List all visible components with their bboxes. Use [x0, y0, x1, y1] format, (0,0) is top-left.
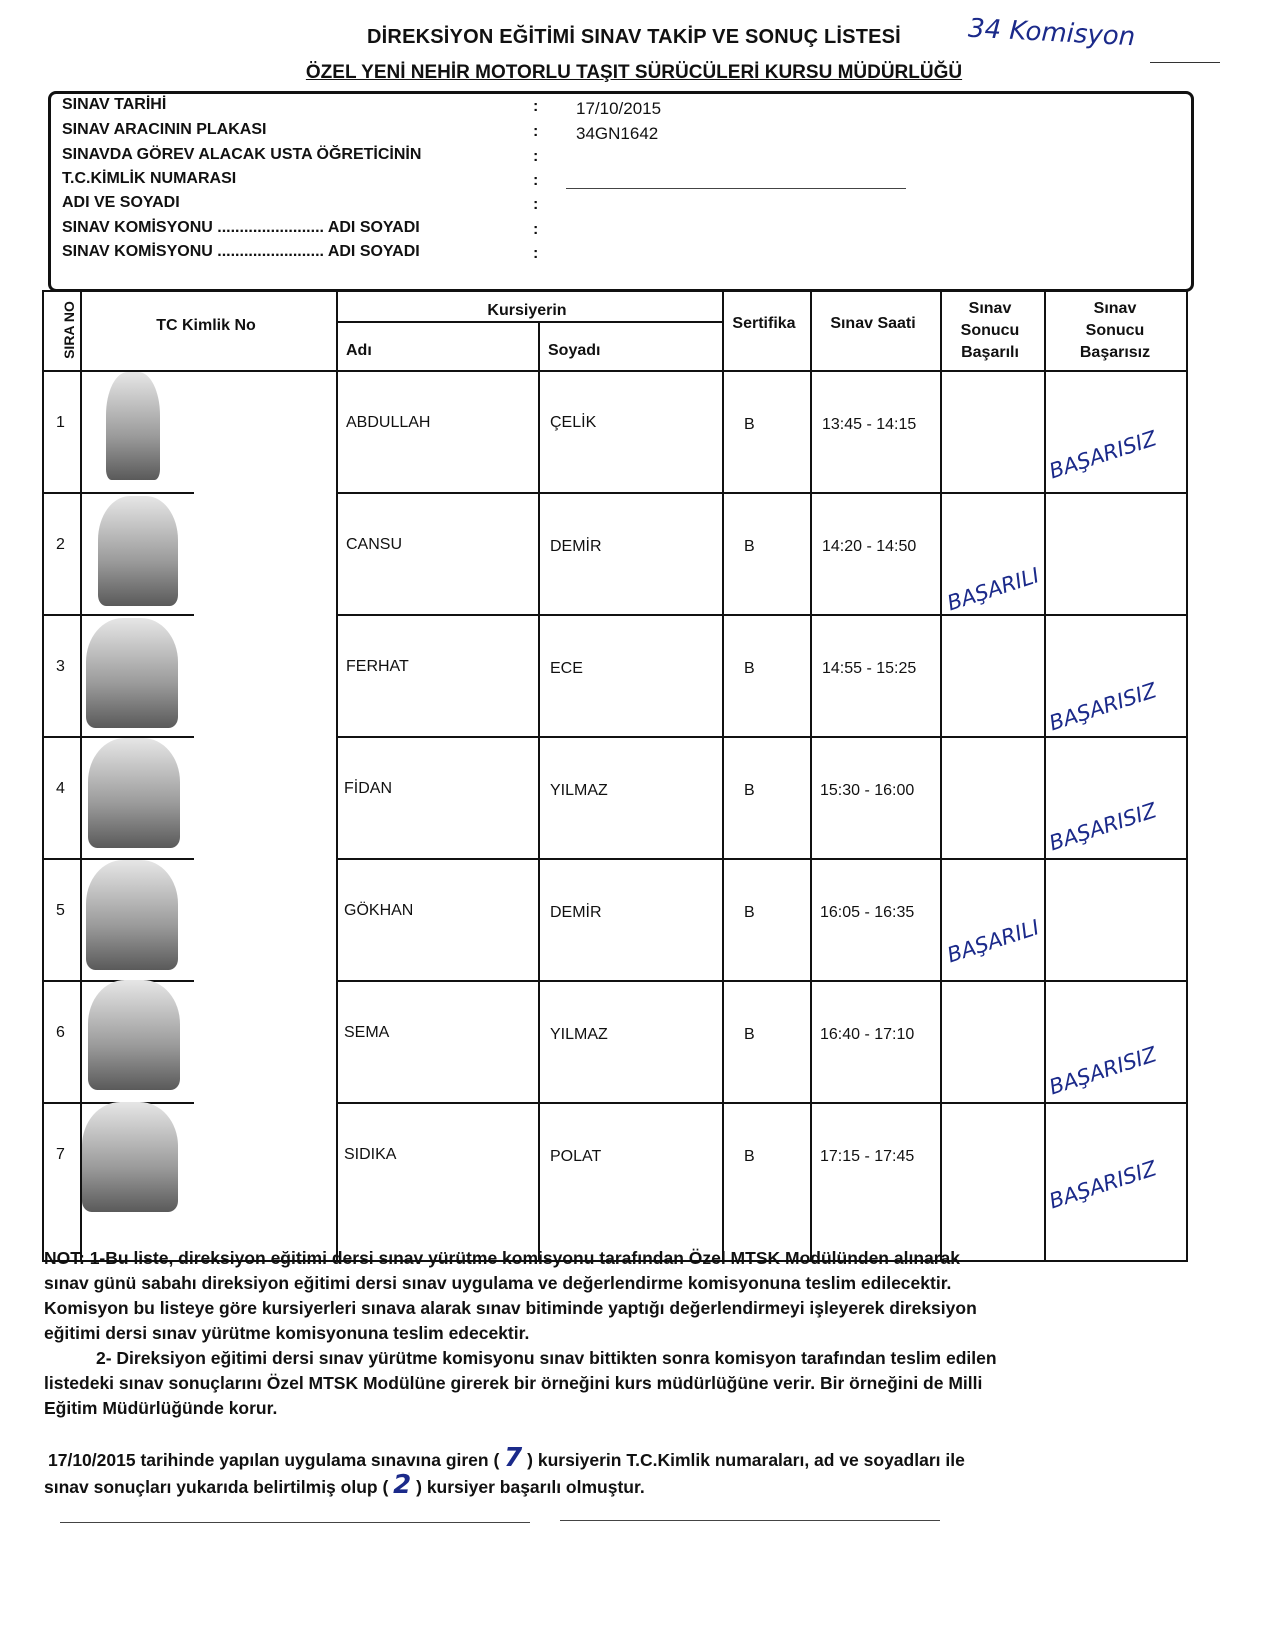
document-title: DİREKSİYON EĞİTİMİ SINAV TAKİP VE SONUÇ LİSTESİ [367, 26, 901, 48]
cell-soyadi: YILMAZ [550, 1026, 608, 1043]
row-number: 5 [56, 902, 65, 919]
info-colon: : [533, 172, 539, 189]
cell-sertifika: B [744, 904, 755, 921]
info-colon: : [533, 196, 539, 213]
note-line: NOT: 1-Bu liste, direksiyon eğitimi dersi sınav yürütme komisyonu tarafından Özel MTSK Modülünden alınarak [44, 1248, 961, 1268]
handwritten-total-count: 7 [504, 1443, 523, 1473]
cell-sinav-saati: 14:55 - 15:25 [822, 660, 917, 677]
row-divider-photo [44, 614, 194, 616]
cell-sertifika: B [744, 660, 755, 677]
header-sira-no: SIRA NO [61, 301, 77, 359]
cell-adi: SEMA [344, 1024, 390, 1041]
cell-sinav-saati: 13:45 - 14:15 [822, 416, 917, 433]
cell-adi: FERHAT [346, 658, 409, 675]
col-divider [810, 292, 812, 1260]
result-basarisiz: BAŞARISIZ [1046, 798, 1160, 856]
cell-soyadi: POLAT [550, 1148, 602, 1165]
student-photo [86, 618, 178, 728]
info-label-exam-date: SINAV TARİHİ [62, 96, 167, 113]
row-number: 6 [56, 1024, 65, 1041]
student-photo [98, 496, 178, 606]
exam-results-table [42, 290, 1188, 1262]
header-bottom-line [44, 370, 1186, 372]
header-sonuc-basarisiz: Sınav Sonucu Başarısız [1079, 300, 1151, 361]
info-value-plate: 34GN1642 [576, 124, 659, 143]
cell-sinav-saati: 16:40 - 17:10 [820, 1026, 915, 1043]
summary-line-1: 17/10/2015 tarihinde yapılan uygulama sınavına giren ( 7 ) kursiyerin T.C.Kimlik numaraları, ad ve soyadları ile [48, 1443, 965, 1473]
signature-line [60, 1522, 530, 1523]
signature-line [560, 1520, 940, 1521]
cell-adi: SIDIKA [344, 1146, 397, 1163]
col-divider [722, 292, 724, 1260]
cell-sinav-saati: 14:20 - 14:50 [822, 538, 917, 555]
info-label-commission-1: SINAV KOMİSYONU ........................ ADI SOYADI [62, 219, 420, 236]
result-basarisiz: BAŞARISIZ [1046, 678, 1160, 736]
row-number: 2 [56, 536, 65, 553]
note-line: listedeki sınav sonuçlarını Özel MTSK Modülüne girerek bir örneğini kurs müdürlüğüne verir. Bir örneğini de Milli [44, 1373, 983, 1393]
student-photo [106, 372, 160, 480]
note-line: Eğitim Müdürlüğünde korur. [44, 1398, 278, 1418]
row-divider [336, 858, 1186, 860]
note-line: Komisyon bu listeye göre kursiyerleri sınava alarak sınav bitiminde yaptığı değerlendirmeyi işleyerek direksiyon [44, 1298, 977, 1318]
student-photo [88, 980, 180, 1090]
info-colon: : [533, 245, 539, 262]
info-colon: : [533, 98, 539, 115]
header-soyadi: Soyadı [548, 342, 601, 359]
cell-sinav-saati: 17:15 - 17:45 [820, 1148, 915, 1165]
col-divider [538, 321, 540, 1260]
header-tc-kimlik: TC Kimlik No [156, 317, 256, 334]
row-divider [336, 736, 1186, 738]
col-divider [940, 292, 942, 1260]
note-line: sınav günü sabahı direksiyon eğitimi dersi sınav uygulama ve değerlendirme komisyonuna teslim edilecektir. [44, 1273, 952, 1293]
row-number: 7 [56, 1146, 65, 1163]
info-value-exam-date: 17/10/2015 [576, 99, 662, 118]
cell-sinav-saati: 16:05 - 16:35 [820, 904, 915, 921]
header-kursiyerin: Kursiyerin [487, 302, 567, 319]
document-subtitle: ÖZEL YENİ NEHİR MOTORLU TAŞIT SÜRÜCÜLERİ KURSU MÜDÜRLÜĞÜ [305, 62, 963, 83]
info-colon: : [533, 221, 539, 238]
row-divider [336, 1102, 1186, 1104]
summary-line-2: sınav sonuçları yukarıda belirtilmiş olup ( 2 ) kursiyer başarılı olmuştur. [44, 1470, 645, 1500]
row-divider [336, 614, 1186, 616]
header-subdivider [336, 321, 722, 323]
cell-adi: CANSU [346, 536, 403, 553]
row-number: 1 [56, 414, 65, 431]
header-adi: Adı [346, 342, 372, 359]
cell-soyadi: ÇELİK [550, 414, 597, 431]
handwritten-commission-note: 34 Komisyon [967, 13, 1136, 53]
cell-soyadi: DEMİR [550, 538, 602, 555]
signature-line [566, 188, 906, 189]
row-divider [336, 980, 1186, 982]
header-sonuc-basarili: Sınav Sonucu Başarılı [960, 300, 1020, 361]
result-basarisiz: BAŞARISIZ [1046, 426, 1160, 484]
note-line: eğitimi dersi sınav yürütme komisyonuna teslim edecektir. [44, 1323, 530, 1343]
info-label-instructor: SINAVDA GÖREV ALACAK USTA ÖĞRETİCİNİN [62, 146, 422, 163]
cell-adi: ABDULLAH [346, 414, 431, 431]
cell-sertifika: B [744, 782, 755, 799]
cell-sertifika: B [744, 1148, 755, 1165]
note-line: 2- Direksiyon eğitimi dersi sınav yürütme komisyonu sınav bittikten sonra komisyon tarafından teslim edilen [96, 1348, 997, 1368]
cell-adi: FİDAN [344, 780, 392, 797]
info-label-name: ADI VE SOYADI [62, 194, 180, 211]
result-basarisiz: BAŞARISIZ [1046, 1042, 1160, 1100]
student-photo [86, 860, 178, 970]
row-divider-photo [44, 492, 194, 494]
cell-sertifika: B [744, 416, 755, 433]
col-divider [80, 292, 82, 1260]
header-sertifika: Sertifika [732, 315, 796, 332]
cell-sertifika: B [744, 1026, 755, 1043]
info-colon: : [533, 148, 539, 165]
cell-soyadi: YILMAZ [550, 782, 608, 799]
col-divider [1044, 292, 1046, 1260]
corner-underline [1150, 62, 1220, 63]
row-number: 3 [56, 658, 65, 675]
info-colon: : [533, 123, 539, 140]
col-divider [336, 292, 338, 1260]
cell-soyadi: ECE [550, 660, 583, 677]
cell-adi: GÖKHAN [344, 902, 414, 919]
student-photo [88, 738, 180, 848]
handwritten-passed-count: 2 [393, 1470, 412, 1500]
result-basarili: BAŞARILI [944, 915, 1043, 968]
info-label-commission-2: SINAV KOMİSYONU ........................ ADI SOYADI [62, 243, 420, 260]
result-basarili: BAŞARILI [944, 563, 1043, 616]
info-label-plate: SINAV ARACININ PLAKASI [62, 121, 267, 138]
row-number: 4 [56, 780, 65, 797]
info-label-tc-number: T.C.KİMLİK NUMARASI [62, 170, 237, 187]
cell-sinav-saati: 15:30 - 16:00 [820, 782, 915, 799]
cell-soyadi: DEMİR [550, 904, 602, 921]
student-photo [82, 1102, 178, 1212]
header-sinav-saati: Sınav Saati [830, 315, 916, 332]
result-basarisiz: BAŞARISIZ [1046, 1156, 1160, 1214]
cell-sertifika: B [744, 538, 755, 555]
row-divider [336, 492, 1186, 494]
